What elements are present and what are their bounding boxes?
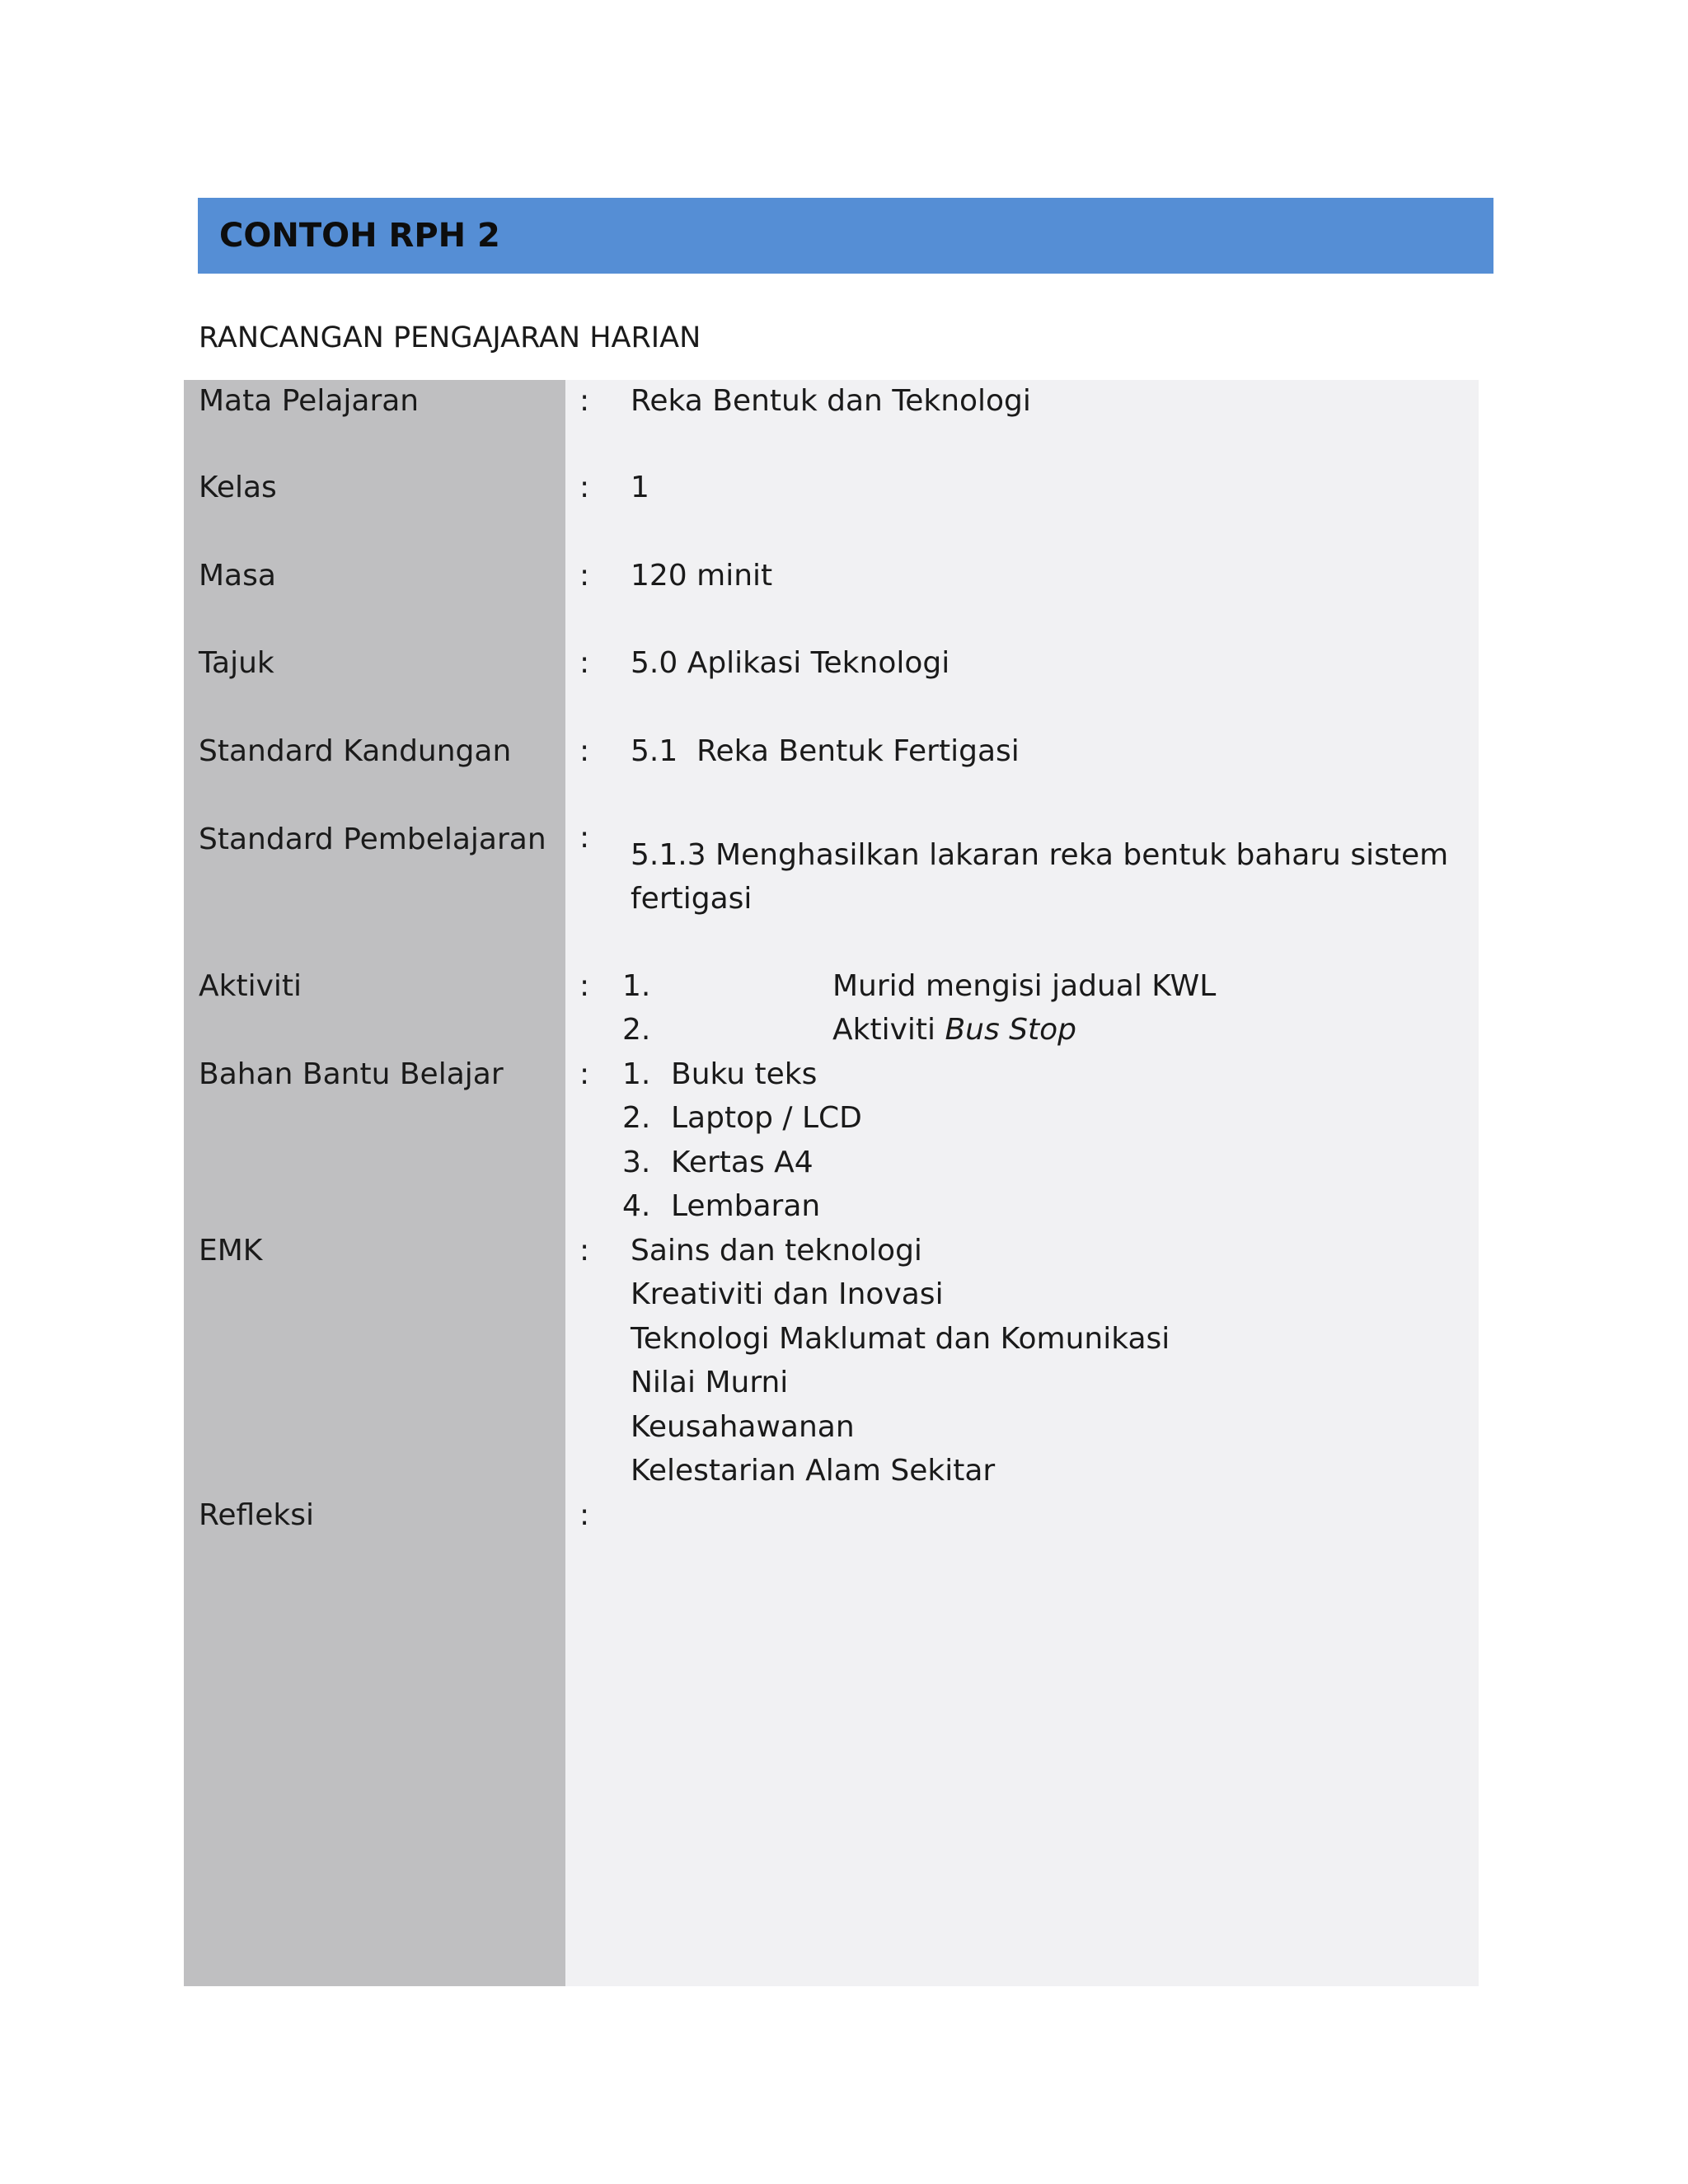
list-item-bahan-4: Lembaran <box>671 1189 821 1223</box>
list-item-emk-1: Sains dan teknologi <box>631 1234 922 1268</box>
label-kelas: Kelas <box>199 471 277 504</box>
list-item-emk-5: Keusahawanan <box>631 1410 855 1444</box>
title-bar <box>198 198 1493 274</box>
colon: : <box>579 1234 590 1268</box>
colon: : <box>579 821 590 855</box>
list-item-bahan-3: Kertas A4 <box>671 1146 814 1179</box>
list-item-number: 3. <box>622 1146 651 1179</box>
label-emk: EMK <box>199 1234 263 1268</box>
document-subtitle: RANCANGAN PENGAJARAN HARIAN <box>199 321 701 354</box>
list-item-bahan-2: Laptop / LCD <box>671 1101 862 1135</box>
colon: : <box>579 734 590 768</box>
colon: : <box>579 384 590 418</box>
label-aktiviti: Aktiviti <box>199 969 302 1003</box>
list-item-aktiviti-2 <box>832 1013 1076 1047</box>
list-item-number: 1. <box>622 1057 651 1091</box>
colon: : <box>579 646 590 680</box>
label-bahan-bantu-belajar: Bahan Bantu Belajar <box>199 1057 504 1091</box>
colon: : <box>579 1057 590 1091</box>
list-item-emk-4: Nilai Murni <box>631 1366 789 1399</box>
value-standard-kandungan: 5.1 Reka Bentuk Fertigasi <box>631 734 1020 768</box>
label-refleksi: Refleksi <box>199 1498 314 1532</box>
value-mata-pelajaran: Reka Bentuk dan Teknologi <box>631 384 1031 418</box>
colon: : <box>579 969 590 1003</box>
colon: : <box>579 559 590 593</box>
aktiviti-2-italic: Bus Stop <box>945 1013 1077 1047</box>
label-standard-kandungan: Standard Kandungan <box>199 734 512 768</box>
label-masa: Masa <box>199 559 276 593</box>
label-mata-pelajaran: Mata Pelajaran <box>199 384 420 418</box>
colon: : <box>579 471 590 504</box>
list-item-bahan-1: Buku teks <box>671 1057 818 1091</box>
list-item-emk-2: Kreativiti dan Inovasi <box>631 1277 944 1311</box>
label-tajuk: Tajuk <box>199 646 274 680</box>
list-item-number: 4. <box>622 1189 651 1223</box>
value-masa: 120 minit <box>631 559 773 593</box>
label-column <box>184 380 565 1986</box>
list-item-emk-3: Teknologi Maklumat dan Komunikasi <box>631 1322 1170 1356</box>
page-title: CONTOH RPH 2 <box>219 217 500 255</box>
colon: : <box>579 1498 590 1532</box>
list-item-number: 2. <box>622 1013 651 1047</box>
value-standard-pembelajaran-line2: fertigasi <box>631 882 753 916</box>
aktiviti-2-text: Aktiviti <box>832 1013 945 1047</box>
value-kelas: 1 <box>631 471 649 504</box>
list-item-number: 1. <box>622 969 651 1003</box>
list-item-emk-6: Kelestarian Alam Sekitar <box>631 1454 996 1488</box>
list-item-aktiviti-1: Murid mengisi jadual KWL <box>832 969 1217 1003</box>
value-standard-pembelajaran-line1: 5.1.3 Menghasilkan lakaran reka bentuk baharu sistem <box>631 838 1449 872</box>
list-item-number: 2. <box>622 1101 651 1135</box>
value-tajuk: 5.0 Aplikasi Teknologi <box>631 646 950 680</box>
lesson-plan-table <box>184 380 1479 1986</box>
label-standard-pembelajaran: Standard Pembelajaran <box>199 823 546 856</box>
